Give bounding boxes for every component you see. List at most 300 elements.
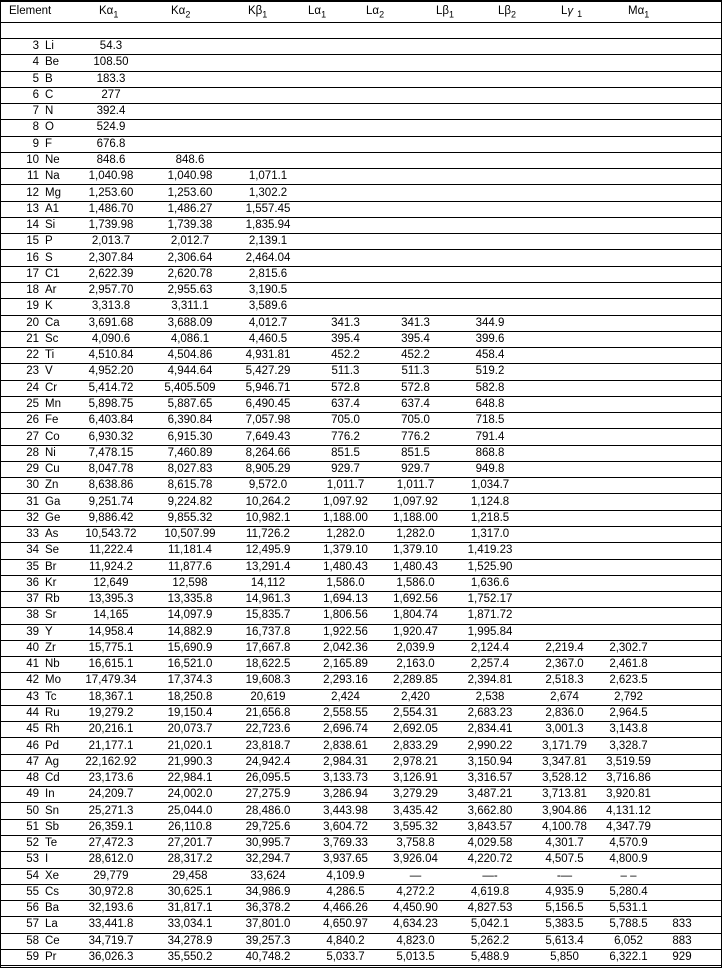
- table-row: [1, 592, 721, 608]
- table-row: [1, 202, 721, 218]
- element-symbol: Pd: [45, 739, 60, 752]
- cell-lb1: 791.4: [475, 430, 505, 443]
- col-header-ka1: [99, 5, 119, 20]
- cell-kb1: 8,264.66: [245, 446, 291, 459]
- cell-kb1: 26,095.5: [245, 772, 291, 785]
- cell-ka1: 2,622.39: [88, 267, 134, 280]
- atomic-number: 13: [26, 202, 39, 215]
- element-symbol: Pr: [45, 951, 57, 963]
- cell-ka1: 16,615.1: [88, 658, 134, 671]
- element-symbol: Sc: [45, 332, 59, 345]
- cell-lb1: 949.8: [475, 463, 505, 476]
- cell-la1: 4,466.26: [323, 902, 368, 915]
- cell-ka1: 9,886.42: [88, 511, 134, 524]
- element-symbol: I: [45, 853, 49, 866]
- cell-kb1: 7,649.43: [245, 430, 291, 443]
- cell-ka2: 6,390.84: [167, 414, 213, 427]
- cell-ka2: 21,990.3: [167, 755, 213, 768]
- cell-lg1: 2,302.7: [609, 641, 648, 654]
- cell-ka1: 183.3: [96, 72, 126, 85]
- element-symbol: Sr: [45, 609, 57, 622]
- element-symbol: Zr: [45, 641, 56, 654]
- cell-ka1: 1,040.98: [88, 170, 134, 183]
- cell-lg1: 5,531.1: [609, 902, 648, 915]
- cell-kb1: 3,589.6: [248, 300, 288, 313]
- cell-kb1: 3,190.5: [248, 284, 288, 297]
- cell-ka2: 8,027.83: [167, 463, 213, 476]
- cell-kb1: 4,931.81: [245, 349, 291, 362]
- cell-lb1: 344.9: [475, 316, 505, 329]
- cell-la1: 3,604.72: [323, 820, 368, 833]
- cell-la1: 1,480.43: [323, 560, 368, 573]
- cell-la2: 3,435.42: [393, 804, 438, 817]
- cell-ka2: 28,317.2: [167, 853, 213, 866]
- table-row: [1, 267, 721, 283]
- cell-kb1: 33,624: [250, 869, 286, 882]
- cell-lb2: 2,674: [550, 690, 579, 703]
- cell-la1: 929.7: [331, 463, 360, 476]
- element-symbol: Ca: [45, 316, 60, 329]
- table-row: [1, 299, 721, 315]
- element-cell: [1, 805, 69, 818]
- col-header-la1: [308, 5, 327, 20]
- table-row: [1, 332, 721, 348]
- cell-la2: 1,804.74: [393, 609, 438, 622]
- table-row: [1, 722, 721, 738]
- element-cell: [1, 89, 69, 102]
- cell-ka1: 36,026.3: [88, 951, 134, 963]
- cell-la2: 5,013.5: [396, 951, 435, 963]
- table-row: [1, 446, 721, 462]
- cell-kb1: 1,835.94: [245, 219, 291, 232]
- cell-ka1: 4,952.20: [88, 365, 134, 378]
- subscript: 2: [185, 9, 191, 20]
- element-symbol: La: [45, 918, 58, 931]
- table-row: [1, 527, 721, 543]
- atomic-number: 18: [26, 284, 39, 297]
- cell-ka1: 32,193.6: [88, 902, 134, 915]
- atomic-number: 45: [26, 723, 39, 736]
- table-row: [1, 137, 721, 153]
- element-symbol: As: [45, 528, 59, 541]
- subscript: 1: [113, 9, 119, 20]
- atomic-number: 32: [26, 511, 39, 524]
- cell-la2: 4,634.23: [393, 918, 438, 931]
- greek-letter: α: [106, 5, 114, 17]
- cell-ka1: 108.50: [93, 56, 129, 69]
- cell-ka2: 1,040.98: [167, 170, 213, 183]
- element-cell: [1, 772, 69, 785]
- table-row: [1, 429, 721, 445]
- cell-ka2: 2,955.63: [167, 284, 213, 297]
- cell-ka1: 524.9: [96, 121, 126, 134]
- cell-lb1: 1,525.90: [467, 560, 513, 573]
- cell-la1: 4,840.2: [326, 934, 365, 947]
- subscript: 1: [321, 9, 327, 20]
- cell-lb1: 3,843.57: [467, 820, 513, 833]
- cell-ka2: 30,625.1: [167, 885, 213, 898]
- cell-la2: 2,692.05: [393, 723, 438, 736]
- cell-la1: 1,011.7: [326, 479, 365, 492]
- element-symbol: Zn: [45, 479, 59, 492]
- element-cell: [1, 73, 69, 86]
- table-row: [1, 934, 721, 950]
- table-header-row: [1, 2, 721, 23]
- cell-ka1: 2,307.84: [88, 251, 134, 264]
- cell-lb1: 4,619.8: [470, 885, 510, 898]
- table-row: [1, 885, 721, 901]
- cell-lb2: 4,507.5: [545, 853, 584, 866]
- greek-letter: α: [314, 5, 322, 17]
- element-cell: [1, 577, 69, 590]
- atomic-number: 14: [26, 219, 39, 232]
- atomic-number: 5: [32, 72, 39, 85]
- table-row: [1, 316, 721, 332]
- table-row: [1, 218, 721, 234]
- cell-la1: 2,042.36: [323, 641, 368, 654]
- cell-kb1: 14,112: [250, 576, 286, 589]
- cell-lb2: 5,613.4: [545, 934, 584, 947]
- cell-kb1: 8,905.29: [245, 463, 291, 476]
- cell-la1: 1,097.92: [323, 495, 368, 508]
- table-row: [1, 738, 721, 754]
- element-cell: [1, 284, 69, 297]
- table-row: [1, 852, 721, 868]
- cell-ka2: 17,374.3: [167, 674, 213, 687]
- cell-ka1: 34,719.7: [88, 934, 134, 947]
- cell-la2: 1,282.0: [396, 528, 435, 541]
- greek-letter: α: [178, 5, 186, 17]
- cell-ka2: 21,020.1: [167, 739, 213, 752]
- cell-la1: 3,769.33: [323, 837, 368, 850]
- cell-lb1: —-: [482, 869, 498, 882]
- cell-ka1: 6,930.32: [88, 430, 134, 443]
- cell-lb1: 2,683.23: [467, 707, 513, 720]
- element-symbol: Y: [45, 625, 53, 638]
- cell-lb2: 4,100.78: [542, 820, 587, 833]
- cell-lb2: 5,156.5: [545, 902, 584, 915]
- element-symbol: Cu: [45, 463, 60, 476]
- element-cell: [1, 642, 69, 655]
- cell-lb1: 648.8: [475, 397, 505, 410]
- table-row: [1, 706, 721, 722]
- cell-ka1: 8,047.78: [88, 463, 134, 476]
- greek-letter: β: [442, 5, 450, 17]
- cell-lb2: 3,528.12: [542, 772, 587, 785]
- col-header-label: L: [308, 5, 315, 17]
- cell-la2: 4,823.0: [396, 934, 435, 947]
- atomic-number: 22: [26, 349, 39, 362]
- cell-la2: 2,163.0: [396, 658, 435, 671]
- atomic-number: 56: [26, 902, 39, 915]
- cell-lg1: 2,461.8: [609, 658, 648, 671]
- subscript: 1: [449, 9, 455, 20]
- atomic-number: 24: [26, 381, 39, 394]
- element-symbol: Ar: [45, 284, 57, 297]
- element-symbol: C1: [45, 267, 60, 280]
- element-symbol: O: [45, 121, 54, 134]
- cell-kb1: 7,057.98: [245, 414, 291, 427]
- cell-kb1: 19,608.3: [245, 674, 291, 687]
- cell-ka2: 2,306.64: [167, 251, 213, 264]
- cell-la1: 776.2: [331, 430, 360, 443]
- cell-kb1: 13,291.4: [245, 560, 291, 573]
- element-symbol: Br: [45, 560, 57, 573]
- cell-lb2: 2,836.0: [545, 707, 584, 720]
- element-symbol: Ru: [45, 707, 60, 720]
- cell-lb2: 2,367.0: [545, 658, 584, 671]
- cell-kb1: 14,961.3: [245, 593, 291, 606]
- cell-lg1: 5,788.5: [609, 918, 648, 931]
- table-row: [1, 364, 721, 380]
- cell-lb1: 3,316.57: [467, 772, 513, 785]
- atomic-number: 29: [26, 463, 39, 476]
- atomic-number: 21: [26, 332, 39, 345]
- cell-ka1: 15,775.1: [88, 641, 134, 654]
- cell-kb1: 22,723.6: [245, 723, 291, 736]
- atomic-number: 49: [26, 788, 39, 801]
- cell-ka2: 2,620.78: [167, 267, 213, 280]
- cell-ka1: 4,090.6: [91, 332, 131, 345]
- cell-ka2: 2,012.7: [170, 235, 210, 248]
- cell-lb2: 3,347.81: [542, 755, 587, 768]
- cell-ka2: 35,550.2: [167, 951, 213, 963]
- element-symbol: S: [45, 251, 53, 264]
- element-cell: [1, 56, 69, 69]
- cell-ka1: 29,779: [93, 869, 129, 882]
- cell-ma1: 883: [672, 934, 692, 947]
- cell-la2: 2,833.29: [393, 739, 438, 752]
- cell-la2: 511.3: [401, 365, 430, 378]
- cell-kb1: 27,275.9: [245, 788, 291, 801]
- element-cell: [1, 349, 69, 362]
- cell-ka1: 6,403.84: [88, 414, 134, 427]
- table-body: [1, 39, 721, 966]
- cell-ka2: 27,201.7: [167, 837, 213, 850]
- cell-ka1: 21,177.1: [88, 739, 134, 752]
- cell-lb1: 1,995.84: [467, 625, 513, 638]
- element-cell: [1, 853, 69, 866]
- cell-kb1: 39,257.3: [245, 934, 291, 947]
- element-symbol: C: [45, 88, 54, 101]
- atomic-number: 55: [26, 885, 39, 898]
- element-symbol: Ge: [45, 511, 61, 524]
- cell-lb1: 1,034.7: [470, 479, 510, 492]
- table-row: [1, 169, 721, 185]
- cell-ka1: 17,479.34: [85, 674, 137, 687]
- cell-kb1: 1,071.1: [248, 170, 288, 183]
- element-symbol: Mo: [45, 674, 61, 687]
- cell-lg1: 6,052: [614, 934, 643, 947]
- cell-la1: 3,443.98: [323, 804, 368, 817]
- cell-lg1: 3,143.8: [609, 723, 648, 736]
- cell-ka1: 3,313.8: [91, 300, 131, 313]
- element-symbol: A1: [45, 202, 60, 215]
- cell-lb1: 1,871.72: [467, 609, 513, 622]
- table-row: [1, 690, 721, 706]
- element-cell: [1, 609, 69, 622]
- atomic-number: 7: [32, 105, 39, 118]
- atomic-number: 36: [26, 576, 39, 589]
- element-cell: [1, 105, 69, 118]
- cell-ka1: 12,649: [93, 576, 129, 589]
- cell-la1: 2,558.55: [323, 707, 368, 720]
- cell-lg1: 6,322.1: [609, 951, 648, 963]
- cell-la2: 572.8: [401, 381, 430, 394]
- col-header-label: K: [248, 5, 256, 17]
- element-symbol: Co: [45, 430, 60, 443]
- atomic-number: 37: [26, 593, 39, 606]
- element-symbol: Cr: [45, 381, 58, 394]
- cell-lb1: 5,042.1: [470, 918, 510, 931]
- element-symbol: B: [45, 72, 53, 85]
- cell-la2: 705.0: [401, 414, 430, 427]
- table-row: [1, 755, 721, 771]
- cell-ka2: 29,458: [172, 869, 208, 882]
- table-row: [1, 397, 721, 413]
- atomic-number: 11: [27, 170, 39, 183]
- cell-kb1: 2,815.6: [248, 267, 288, 280]
- cell-ka1: 23,173.6: [88, 772, 134, 785]
- table-row: [1, 543, 721, 559]
- cell-ka2: 19,150.4: [167, 707, 213, 720]
- table-row: [1, 836, 721, 852]
- cell-ka2: 5,405.509: [164, 381, 216, 394]
- cell-la2: 3,926.04: [393, 853, 438, 866]
- element-symbol: K: [45, 300, 53, 313]
- cell-lg1: 3,920.81: [606, 788, 651, 801]
- element-cell: [1, 691, 69, 704]
- table-row: [1, 413, 721, 429]
- cell-lb1: 4,827.53: [467, 902, 513, 915]
- cell-kb1: 28,486.0: [245, 804, 291, 817]
- cell-lg1: 3,519.59: [606, 755, 651, 768]
- cell-ka2: 6,915.30: [167, 430, 213, 443]
- element-cell: [1, 138, 69, 151]
- cell-lb1: 1,419.23: [467, 544, 513, 557]
- cell-ka1: 54.3: [99, 40, 123, 53]
- element-cell: [1, 837, 69, 850]
- table-row: [1, 381, 721, 397]
- cell-la1: 637.4: [331, 397, 360, 410]
- cell-ka2: 11,181.4: [168, 544, 212, 557]
- cell-la1: 341.3: [331, 316, 360, 329]
- element-cell: [1, 235, 69, 248]
- element-symbol: Cd: [45, 772, 60, 785]
- cell-la1: 3,937.65: [323, 853, 368, 866]
- cell-kb1: 6,490.45: [245, 397, 291, 410]
- element-cell: [1, 268, 69, 281]
- cell-lg1: 4,800.9: [609, 853, 648, 866]
- atomic-number: 19: [26, 300, 39, 313]
- atomic-number: 20: [26, 316, 39, 329]
- element-symbol: Ce: [45, 934, 60, 947]
- element-symbol: Ga: [45, 495, 61, 508]
- atomic-number: 26: [26, 414, 39, 427]
- cell-ka1: 22,162.92: [85, 755, 137, 768]
- element-symbol: Kr: [45, 576, 57, 589]
- cell-lb1: 1,752.17: [467, 593, 513, 606]
- atomic-number: 28: [26, 446, 39, 459]
- cell-lb1: 3,487.21: [467, 788, 513, 801]
- table-row: [1, 917, 721, 933]
- cell-la2: 4,450.90: [393, 902, 438, 915]
- cell-lb1: 3,150.94: [467, 755, 513, 768]
- cell-la2: 2,420: [401, 690, 430, 703]
- table-row: [1, 820, 721, 836]
- cell-ka1: 8,638.86: [88, 479, 134, 492]
- col-header-element: [9, 5, 51, 17]
- cell-la1: 572.8: [331, 381, 360, 394]
- cell-la1: 5,033.7: [326, 951, 365, 963]
- greek-letter: γ: [567, 5, 574, 17]
- cell-la1: 2,984.31: [323, 755, 368, 768]
- element-cell: [1, 756, 69, 769]
- table-row: [1, 673, 721, 689]
- element-cell: [1, 40, 69, 53]
- cell-ka2: 10,507.99: [164, 528, 216, 541]
- table-row: [1, 104, 721, 120]
- atomic-number: 3: [32, 40, 39, 53]
- cell-lb1: 458.4: [475, 349, 505, 362]
- cell-ka2: 34,278.9: [167, 934, 213, 947]
- cell-la1: 1,806.56: [323, 609, 368, 622]
- cell-la1: 1,282.0: [326, 528, 365, 541]
- element-symbol: Ag: [45, 755, 60, 768]
- element-cell: [1, 626, 69, 639]
- table-row: [1, 494, 721, 510]
- table-row: [1, 462, 721, 478]
- cell-la1: 3,286.94: [323, 788, 368, 801]
- table-row: [1, 283, 721, 299]
- element-cell: [1, 902, 69, 915]
- cell-ka1: 10,543.72: [85, 528, 137, 541]
- atomic-number: 25: [26, 397, 39, 410]
- cell-ka2: 24,002.0: [167, 788, 213, 801]
- atomic-number: 33: [26, 528, 39, 541]
- table-row: [1, 55, 721, 71]
- atomic-number: 23: [26, 365, 39, 378]
- cell-la2: 341.3: [401, 316, 430, 329]
- element-symbol: Na: [45, 170, 60, 183]
- cell-ka2: 22,984.1: [167, 772, 213, 785]
- cell-ka1: 28,612.0: [88, 853, 134, 866]
- element-symbol: Xe: [45, 869, 60, 882]
- table-row: [1, 511, 721, 527]
- table-row: [1, 348, 721, 364]
- table-row: [1, 657, 721, 673]
- cell-lb1: 2,394.81: [467, 674, 513, 687]
- element-cell: [1, 121, 69, 134]
- cell-ka2: 4,086.1: [170, 332, 210, 345]
- element-symbol: Ti: [45, 349, 55, 362]
- element-cell: [1, 365, 69, 378]
- table-row: [1, 185, 721, 201]
- cell-ka2: 4,504.86: [167, 349, 213, 362]
- atomic-number: 42: [26, 674, 39, 687]
- col-header-la2: [366, 5, 385, 20]
- cell-ma1: 833: [672, 918, 692, 931]
- cell-la1: 1,379.10: [323, 544, 368, 557]
- atomic-number: 27: [26, 430, 39, 443]
- cell-ka1: 2,013.7: [91, 235, 131, 248]
- cell-ka2: 7,460.89: [167, 446, 213, 459]
- table-row: [1, 625, 721, 641]
- element-symbol: Mn: [45, 397, 61, 410]
- cell-kb1: 1,302.2: [248, 186, 288, 199]
- col-header-label: Element: [9, 5, 52, 17]
- cell-la2: 452.2: [401, 349, 430, 362]
